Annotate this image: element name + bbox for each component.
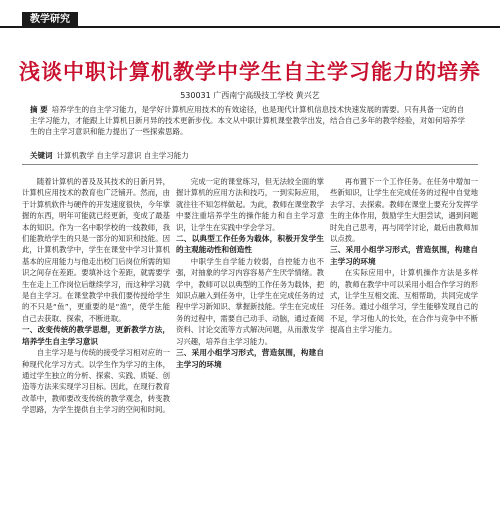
paragraph: 自主学习是与传统的接受学习相对应的一种现代化学习方式。以学生作为学习的主体，通过学生独立的分析、探索、实践、质疑、创造等方法来实现学习目标。因此，在现行教育改革中，教师要改变传统的教学观念，转变教学思路，为学生提供自主学习的空间和时间。 xyxy=(22,348,170,415)
section-heading: 二、以典型工作任务为载体，积极开发学生的主观能动性和创造性 xyxy=(176,234,324,255)
article-title: 浅谈中职计算机教学中学生自主学习能力的培养 xyxy=(19,60,481,84)
paragraph: 完成一定的课堂练习，但无法较全面的掌握计算机的应用方法和技巧，一到实际应用，就往往不知怎样做起。为此，教师在课堂教学中要注重培养学生的操作能力和自主学习意识，让学生在实践中学会学习。 xyxy=(176,177,324,232)
paragraph: 中职学生自学能力较弱，自控能力也不强，对抽象的学习内容容易产生厌学情绪。教学中，教师可以以典型的工作任务为载体，把知识点融入到任务中，让学生在完成任务的过程中学习新知识、掌握新技能。学生在完成任务的过程中，需要自己动手、动脑，通过查阅资料、讨论交流等方式解决问题，从而激发学习兴趣，培养自主学习能力。 xyxy=(176,256,324,346)
divider xyxy=(22,164,478,165)
abstract-label: 摘 要 xyxy=(30,105,48,114)
column-2 xyxy=(176,176,324,526)
section-heading: 三、采用小组学习形式，营造氛围，构建自主学习的环境 xyxy=(176,348,324,369)
paragraph: 在实际应用中，计算机操作方法是多样的，教师在教学中可以采用小组合作学习的形式，让学生互相交流、互相帮助，共同完成学习任务。通过小组学习，学生能够发现自己的不足，学习他人的长处，在合作与竞争中不断提高自主学习能力。 xyxy=(330,268,478,335)
keywords xyxy=(30,150,470,161)
section-heading: 一、改变传统的教学思想，更新教学方法，培养学生自主学习意识 xyxy=(22,325,170,346)
abstract xyxy=(30,104,470,137)
column-1 xyxy=(22,176,170,526)
abstract-text: 培养学生的自主学习能力，是学好计算机应用技术的有效途径，也是现代计算机信息技术快速发展的需要。只有具备一定的自主学习能力，才能跟上计算机日新月异的技术更新步伐。本文从中职计算机课堂教学出发，结合自己多年的教学经验，对如何培养学生的自主学习意识和能力提出了一些探索思路。 xyxy=(30,105,465,136)
header-rule xyxy=(0,26,500,28)
paragraph: 再布置下一个工作任务。在任务中增加一些新知识，让学生在完成任务的过程中自觉地去学习、去探索。教师在课堂上要充分发挥学生的主体作用，鼓励学生大胆尝试，遇到问题时先自己思考，再与同学讨论，最后由教师加以点拨。 xyxy=(330,177,478,244)
column-3 xyxy=(330,176,478,526)
section-tag: 教学研究 xyxy=(22,12,78,28)
keywords-label: 关键词 xyxy=(30,151,53,160)
article-author: 530031 广西南宁高级技工学校 黄兴艺 xyxy=(180,91,320,100)
section-heading: 三、采用小组学习形式，营造氛围，构建自主学习的环境 xyxy=(330,245,478,266)
keywords-text: 计算机教学 自主学习意识 自主学习能力 xyxy=(56,151,189,160)
paragraph: 随着计算机的普及及其技术的日新月异，计算机应用技术的教育也广泛铺开。然而，由于计算机软件与硬件的开发速度很快，今年掌握的东西，明年可能就已经更新，变成了最基本的知识。作为一名中职学校的一线教师，我们能教给学生的只是一部分的知识和技能。因此，计算机教学中，学生在课堂中学习计算机基本的应用能力与他走出校门后岗位所需的知识之间存在差距。要填补这个差距，就需要学生在走上工作岗位后继续学习，而这种学习就是自主学习。在课堂教学中我们要传授给学生的不只是“鱼”，更重要的是“渔”，使学生能自己去获取、探索，不断进取。 xyxy=(22,177,170,323)
